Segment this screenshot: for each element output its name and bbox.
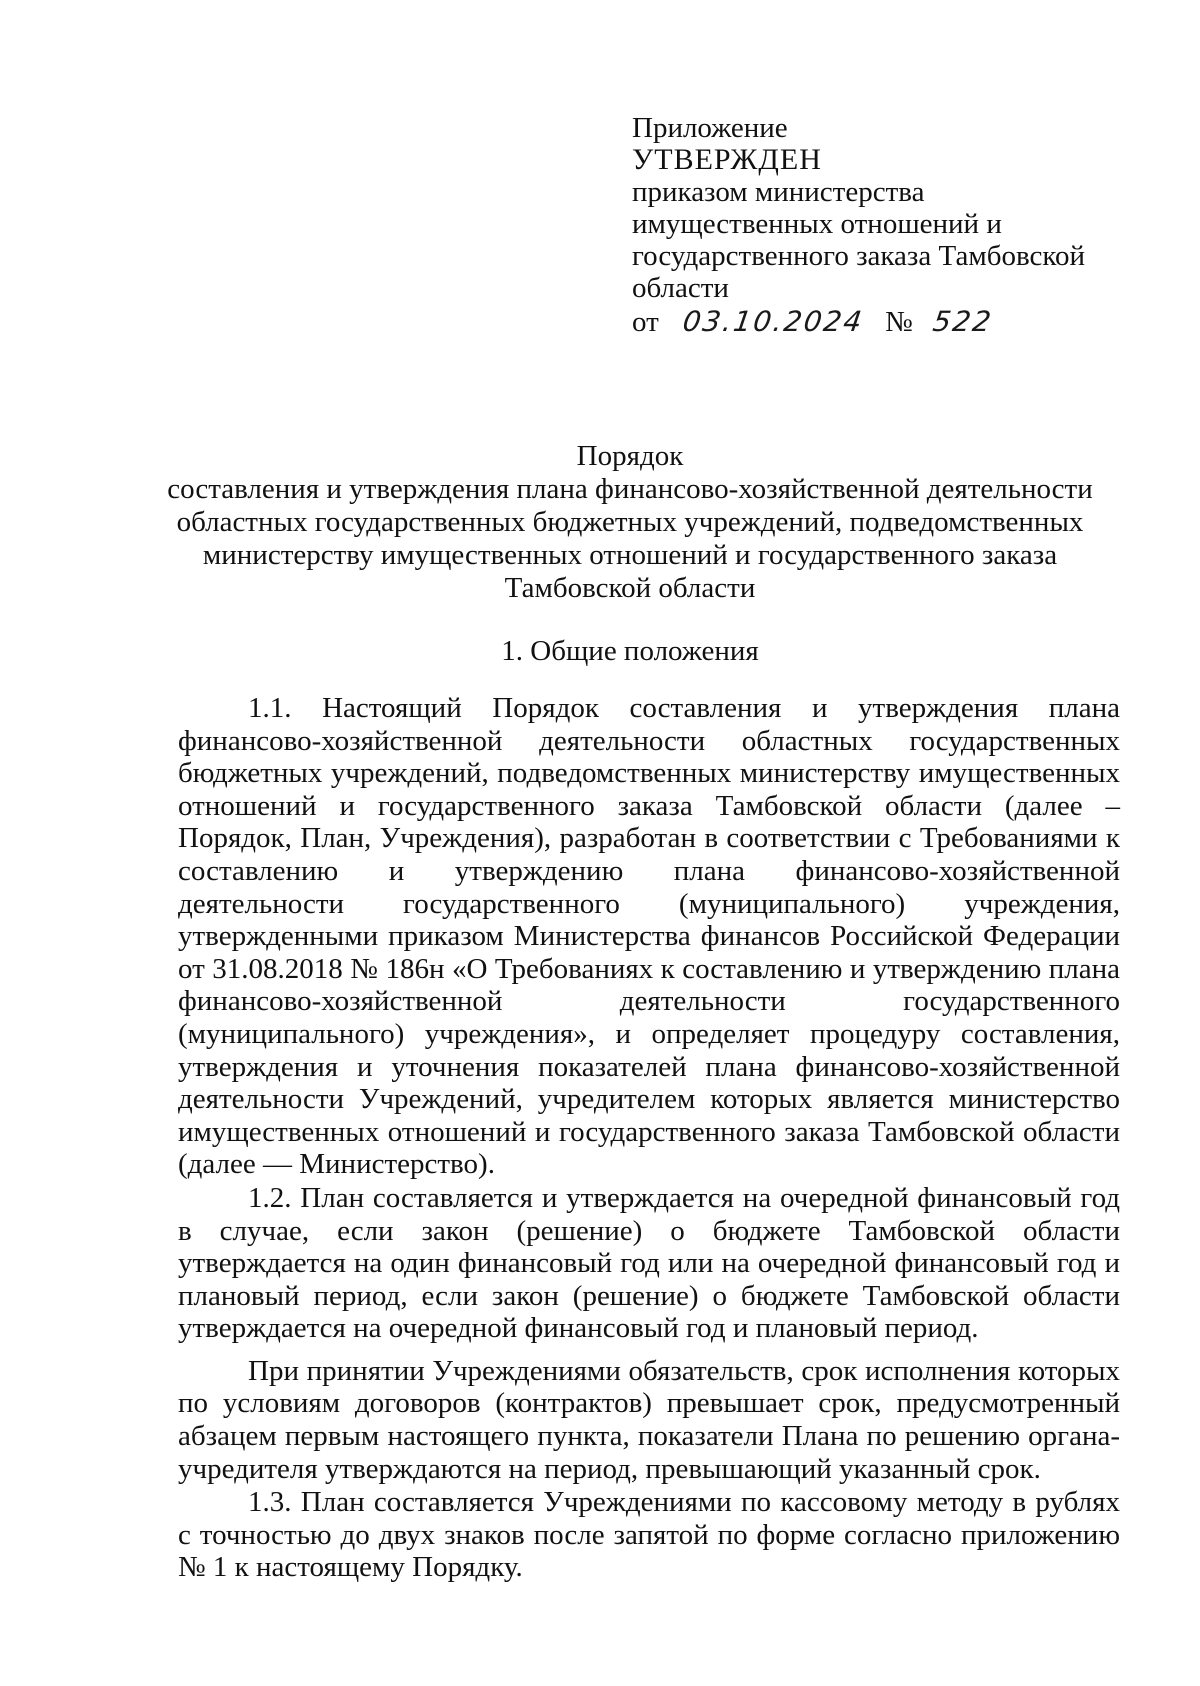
title-line-5: Тамбовской области: [504, 572, 756, 604]
title-line-2: составления и утверждения плана финансово-хозяйственной деятельности: [167, 473, 1093, 505]
appendix-label: Приложение: [632, 112, 788, 144]
approval-block: [632, 112, 1112, 338]
approval-ministry-line-2: государственного заказа Тамбовской: [632, 240, 1086, 272]
document-body: [178, 692, 1120, 1585]
from-label: от: [632, 306, 659, 338]
paragraph-1-3: 1.3. План составляется Учреждениями по кассовому методу в рублях с точностью до двух знаков после запятой по форме согласно приложению № 1 к настоящему Порядку.: [178, 1486, 1120, 1584]
paragraph-1-2-part-2: При принятии Учреждениями обязательств, срок исполнения которых по условиям договоров (контрактов) превышает срок, предусмотренный абзацем первым настоящего пункта, показатели Плана по решению органа-учредителя утверждаются на период, превышающий указанный срок.: [178, 1354, 1120, 1485]
approved-label: УТВЕРЖДЕН: [632, 143, 822, 176]
paragraph-1-1: 1.1. Настоящий Порядок составления и утверждения плана финансово-хозяйственной деятельности областных государственных бюджетных учреждений, подведомственных министерству имущественных отношений и государственного заказа Тамбовской области (далее – Порядок, План, Учреждения), разработан в соответствии с Требованиями к составлению и утверждению плана финансово-хозяйственной деятельности государственного (муниципального) учреждения, утвержденными приказом Министерства финансов Российской Федерации от 31.08.2018 № 186н «О Требованиях к составлению и утверждению плана финансово-хозяйственной деятельности государственного (муниципального) учреждения», и определяет процедуру составления, утверждения и уточнения показателей плана финансово-хозяйственной деятельности Учреждений, учредителем которых является министерство имущественных отношений и государственного заказа Тамбовской области (далее — Министерство).: [178, 692, 1120, 1181]
section-heading: 1. Общие положения: [501, 635, 759, 667]
title-line-4: министерству имущественных отношений и государственного заказа: [202, 539, 1058, 571]
approval-ministry-line: имущественных отношений и: [632, 208, 1002, 240]
handwritten-number: 522: [930, 305, 995, 338]
title-line-1: Порядок: [576, 440, 684, 472]
title-line-3: областных государственных бюджетных учреждений, подведомственных: [176, 506, 1084, 538]
approval-order-line: приказом министерства: [632, 176, 925, 208]
approval-region-line: области: [632, 272, 729, 304]
paragraph-1-2: 1.2. План составляется и утверждается на очередной финансовый год в случае, если закон (решение) о бюджете Тамбовской области утверждается на один финансовый год или на очередной финансовый год и плановый период, если закон (решение) о бюджете Тамбовской области утверждается на очередной финансовый год и плановый период.: [178, 1181, 1120, 1345]
handwritten-date: 03.10.2024: [680, 305, 866, 338]
number-label: №: [885, 306, 913, 338]
approval-date-line: [632, 306, 1112, 338]
document-title: [150, 440, 1110, 605]
